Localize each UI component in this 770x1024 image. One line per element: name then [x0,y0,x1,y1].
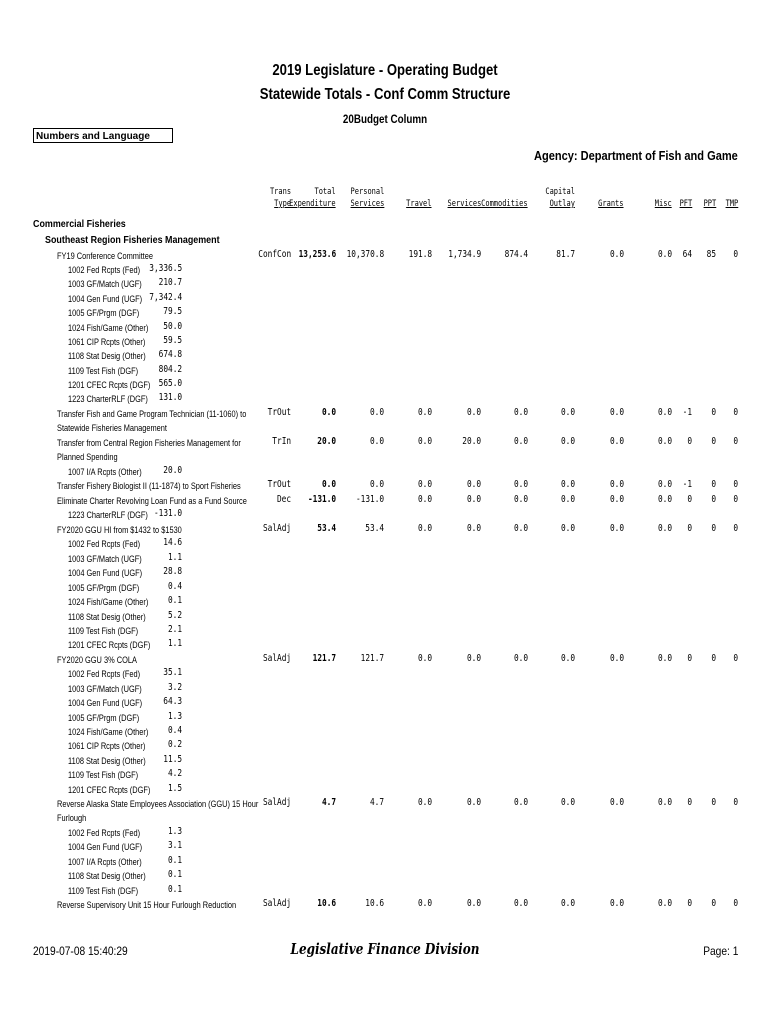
value-cell: 0.0 [417,797,432,808]
value-cell: 0.0 [417,523,432,534]
column-header-0 [270,186,291,210]
transaction-label: Reverse Alaska State Employees Association (GGU) 15 Hour [57,799,259,810]
column-header-line2: Misc [655,199,672,209]
column-header-line1: Personal [350,187,384,197]
value-cell: 0 [687,797,692,808]
value-cell: 0 [711,523,716,534]
value-cell: 0.0 [560,653,575,664]
column-header-line1 [482,186,528,198]
value-cell: 0.0 [657,249,672,260]
transaction-label: Reverse Supervisory Unit 15 Hour Furlough Reduction [57,900,237,911]
value-cell: 0.0 [560,436,575,447]
column-header-4 [447,186,481,210]
fund-source-label: 1003 GF/Match (UGF) [68,684,142,695]
fund-source-label: 1109 Test Fish (DGF) [68,626,139,637]
value-cell: 10.6 [317,898,336,909]
column-header-2 [350,186,384,210]
fund-source-label: 1108 Stat Desig (Other) [68,756,146,767]
value-cell: 0.0 [609,523,624,534]
value-cell: 0.0 [466,494,481,505]
fund-source-amount: 0.1 [167,855,182,866]
fund-source-label: 1201 CFEC Rcpts (DGF) [68,785,151,796]
column-header-line2: Outlay [549,199,575,209]
value-cell: 0 [687,653,692,664]
fund-source-label: 1004 Gen Fund (UGF) [68,842,143,853]
fund-source-label: 1005 GF/Prgm (DGF) [68,713,140,724]
value-cell: 0 [733,436,738,447]
value-cell: 0.0 [513,898,528,909]
value-cell: 0.0 [560,797,575,808]
column-header-line2: Travel [406,199,432,209]
column-header-line2: PFT [679,199,692,209]
value-cell: 0.0 [369,479,384,490]
value-cell: -131.0 [355,494,384,505]
value-cell: 0 [733,797,738,808]
fund-source-label: 1002 Fed Rcpts (Fed) [68,828,141,839]
fund-source-label: 1024 Fish/Game (Other) [68,597,149,608]
fund-source-amount: 804.2 [158,364,182,375]
value-cell: 0 [711,898,716,909]
footer-timestamp: 2019-07-08 15:40:29 [33,944,128,958]
value-cell: 0.0 [609,653,624,664]
value-cell: 0.0 [466,797,481,808]
value-cell: 0.0 [609,436,624,447]
fund-source-label: 1003 GF/Match (UGF) [68,554,142,565]
value-cell: 20.0 [462,436,481,447]
value-cell: 64 [682,249,692,260]
fund-source-amount: 131.0 [158,392,182,403]
fund-source-label: 1003 GF/Match (UGF) [68,279,142,290]
fund-source-label: 1061 CIP Rcpts (Other) [68,741,146,752]
value-cell: 0.0 [321,479,336,490]
value-cell: 874.4 [504,249,528,260]
transaction-label: FY2020 GGU HI from $1432 to $1530 [57,525,182,536]
trans-type: SalAdj [262,797,291,808]
agency-label: Agency: Department of Fish and Game [534,148,738,163]
fund-source-label: 1004 Gen Fund (UGF) [68,568,143,579]
column-header-line2: Services [350,199,384,209]
value-cell: 0.0 [657,653,672,664]
section-commercial-fisheries: Commercial Fisheries [33,218,126,230]
fund-source-amount: 0.4 [167,725,182,736]
value-cell: 0.0 [657,797,672,808]
value-cell: 0 [687,898,692,909]
fund-source-amount: 20.0 [163,465,182,476]
transaction-label: Transfer Fish and Game Program Technician (11-1060) to [57,409,247,420]
value-cell: 0.0 [657,479,672,490]
value-cell: 0.0 [513,797,528,808]
fund-source-label: 1108 Stat Desig (Other) [68,871,146,882]
transaction-label: Eliminate Charter Revolving Loan Fund as a Fund Source [57,496,247,507]
fund-source-amount: 565.0 [158,378,182,389]
value-cell: 0 [733,898,738,909]
value-cell: 0.0 [609,797,624,808]
value-cell: 0 [711,436,716,447]
column-header-line1 [725,186,738,198]
fund-source-label: 1109 Test Fish (DGF) [68,366,139,377]
fund-source-amount: 4.2 [167,768,182,779]
column-header-6 [545,186,575,210]
value-cell: 0.0 [417,407,432,418]
subsection-southeast-region: Southeast Region Fisheries Management [45,234,220,246]
value-cell: 0.0 [657,407,672,418]
value-cell: 53.4 [365,523,384,534]
fund-source-label: 1005 GF/Prgm (DGF) [68,583,140,594]
column-header-line2: Commodities [481,199,528,209]
fund-source-amount: 3.1 [167,840,182,851]
value-cell: 0.0 [369,407,384,418]
fund-source-label: 1007 I/A Rcpts (Other) [68,467,142,478]
fund-source-amount: 674.8 [158,349,182,360]
report-title: 2019 Legislature - Operating Budget [272,62,498,79]
fund-source-label: 1223 CharterRLF (DGF) [68,510,148,521]
numbers-language-box: Numbers and Language [33,128,173,143]
budget-column-label: 20Budget Column [342,112,428,126]
fund-source-amount: 35.1 [163,667,182,678]
value-cell: 0.0 [466,479,481,490]
value-cell: 0.0 [417,653,432,664]
transaction-label: Furlough [57,813,87,824]
fund-source-amount: 0.4 [167,581,182,592]
value-cell: 0.0 [417,436,432,447]
fund-source-amount: 28.8 [163,566,182,577]
value-cell: 10,370.8 [346,249,384,260]
transaction-label: Transfer from Central Region Fisheries Management for [57,438,241,449]
value-cell: -131.0 [307,494,336,505]
value-cell: 0.0 [466,898,481,909]
fund-source-amount: 0.2 [167,739,182,750]
column-header-line1 [599,186,624,198]
value-cell: 53.4 [317,523,336,534]
value-cell: 0.0 [657,494,672,505]
transaction-label: FY2020 GGU 3% COLA [57,655,137,666]
transaction-label: Planned Spending [57,452,118,463]
column-header-line2: TMP [725,199,738,209]
value-cell: 1,734.9 [448,249,481,260]
value-cell: 0.0 [560,407,575,418]
column-header-line1: Capital [545,187,575,197]
column-header-1 [290,186,336,210]
value-cell: 0.0 [609,479,624,490]
fund-source-label: 1024 Fish/Game (Other) [68,323,149,334]
fund-source-amount: 7,342.4 [149,292,182,303]
fund-source-amount: 59.5 [163,335,182,346]
value-cell: 0 [733,523,738,534]
column-header-line2: Type [274,199,291,209]
fund-source-amount: 0.1 [167,869,182,880]
value-cell: 0.0 [513,653,528,664]
value-cell: 0 [711,407,716,418]
value-cell: 0 [711,479,716,490]
value-cell: 0.0 [321,407,336,418]
fund-source-amount: 79.5 [163,306,182,317]
value-cell: 0.0 [560,898,575,909]
value-cell: 0.0 [466,653,481,664]
trans-type: SalAdj [262,898,291,909]
fund-source-label: 1002 Fed Rcpts (Fed) [68,669,141,680]
fund-source-label: 1002 Fed Rcpts (Fed) [68,265,141,276]
transaction-label: Statewide Fisheries Management [57,423,167,434]
fund-source-label: 1109 Test Fish (DGF) [68,770,139,781]
value-cell: 0.0 [369,436,384,447]
fund-source-amount: 3.2 [167,682,182,693]
transaction-label: FY19 Conference Committee [57,251,153,262]
column-header-9 [679,186,692,210]
fund-source-label: 1007 I/A Rcpts (Other) [68,857,142,868]
fund-source-label: 1004 Gen Fund (UGF) [68,698,143,709]
value-cell: 0.0 [560,494,575,505]
fund-source-amount: 50.0 [163,321,182,332]
fund-source-label: 1108 Stat Desig (Other) [68,351,146,362]
column-header-10 [703,186,716,210]
fund-source-label: 1005 GF/Prgm (DGF) [68,308,140,319]
column-header-line2: Services [447,199,481,209]
value-cell: 0.0 [560,479,575,490]
column-header-line1 [679,186,692,198]
fund-source-amount: 1.3 [167,826,182,837]
fund-source-label: 1108 Stat Desig (Other) [68,612,146,623]
fund-source-amount: 3,336.5 [149,263,182,274]
value-cell: 0 [711,494,716,505]
value-cell: 0.0 [657,523,672,534]
trans-type: TrOut [267,407,291,418]
column-header-line1 [407,186,432,198]
value-cell: 10.6 [365,898,384,909]
column-header-line2: Grants [598,199,624,209]
fund-source-label: 1061 CIP Rcpts (Other) [68,337,146,348]
fund-source-label: 1109 Test Fish (DGF) [68,886,139,897]
value-cell: 0 [733,407,738,418]
column-header-8 [655,186,672,210]
fund-source-amount: 1.3 [167,711,182,722]
trans-type: TrOut [267,479,291,490]
value-cell: 0.0 [513,523,528,534]
fund-source-amount: 1.1 [167,638,182,649]
value-cell: 0.0 [513,407,528,418]
value-cell: 0.0 [609,249,624,260]
column-header-5 [482,186,528,210]
fund-source-amount: 210.7 [158,277,182,288]
footer-page-number: Page: 1 [702,944,738,958]
value-cell: 0 [711,653,716,664]
value-cell: 0 [687,494,692,505]
footer-division: Legislative Finance Division [290,940,480,958]
column-header-line1: Trans [269,187,291,197]
value-cell: 0.0 [657,436,672,447]
value-cell: 4.7 [369,797,384,808]
value-cell: 121.7 [312,653,336,664]
fund-source-label: 1002 Fed Rcpts (Fed) [68,539,141,550]
trans-type: SalAdj [262,653,291,664]
column-header-line2: PPT [703,199,716,209]
value-cell: 0.0 [609,494,624,505]
value-cell: 0.0 [417,898,432,909]
value-cell: 0 [711,797,716,808]
value-cell: 13,253.6 [298,249,336,260]
value-cell: 0 [733,494,738,505]
fund-source-label: 1024 Fish/Game (Other) [68,727,149,738]
trans-type: TrIn [272,436,291,447]
value-cell: 0.0 [466,523,481,534]
column-header-11 [725,186,738,210]
value-cell: 85 [706,249,716,260]
fund-source-amount: 11.5 [163,754,182,765]
value-cell: 0 [687,436,692,447]
value-cell: 0.0 [609,407,624,418]
value-cell: 0 [733,653,738,664]
report-subtitle: Statewide Totals - Conf Comm Structure [259,86,511,103]
fund-source-label: 1201 CFEC Rcpts (DGF) [68,640,151,651]
value-cell: 0.0 [609,898,624,909]
column-header-line1: Total [314,187,336,197]
column-header-line1 [655,186,672,198]
fund-source-amount: 0.1 [167,884,182,895]
fund-source-label: 1004 Gen Fund (UGF) [68,294,143,305]
fund-source-amount: 1.1 [167,552,182,563]
fund-source-label: 1201 CFEC Rcpts (DGF) [68,380,151,391]
fund-source-amount: 64.3 [163,696,182,707]
value-cell: 0.0 [513,436,528,447]
fund-source-amount: -131.0 [153,508,182,519]
fund-source-amount: 5.2 [167,610,182,621]
value-cell: 0.0 [513,479,528,490]
value-cell: 0 [733,479,738,490]
fund-source-amount: 14.6 [163,537,182,548]
value-cell: -1 [682,407,692,418]
value-cell: 191.8 [408,249,432,260]
fund-source-amount: 1.5 [167,783,182,794]
transaction-label: Transfer Fishery Biologist II (11-1874) to Sport Fisheries [57,481,241,492]
value-cell: 0.0 [560,523,575,534]
value-cell: 0 [733,249,738,260]
value-cell: 20.0 [317,436,336,447]
value-cell: 0.0 [417,494,432,505]
value-cell: 0.0 [466,407,481,418]
column-header-3 [407,186,432,210]
value-cell: 0 [687,523,692,534]
value-cell: -1 [682,479,692,490]
fund-source-amount: 0.1 [167,595,182,606]
fund-source-amount: 2.1 [167,624,182,635]
value-cell: 81.7 [556,249,575,260]
value-cell: 4.7 [321,797,336,808]
value-cell: 121.7 [360,653,384,664]
trans-type: ConfCon [258,249,291,260]
column-header-line2: Expenditure [289,199,336,209]
fund-source-label: 1223 CharterRLF (DGF) [68,394,148,405]
column-header-line1 [447,186,481,198]
value-cell: 0.0 [513,494,528,505]
trans-type: SalAdj [262,523,291,534]
trans-type: Dec [276,494,291,505]
value-cell: 0.0 [657,898,672,909]
column-header-line1 [703,186,716,198]
value-cell: 0.0 [417,479,432,490]
column-header-7 [599,186,624,210]
